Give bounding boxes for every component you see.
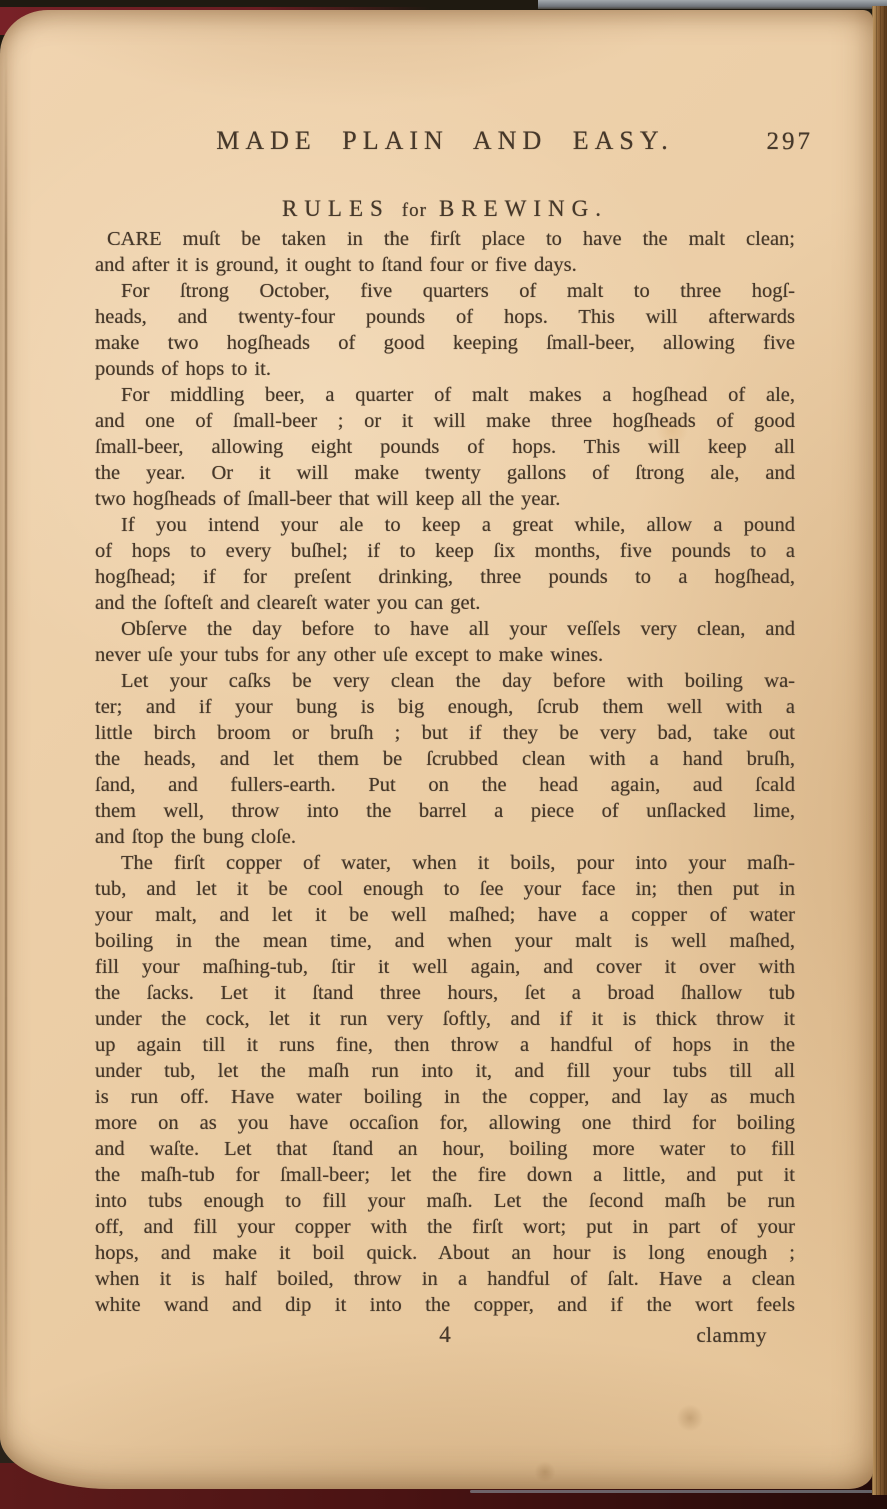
- text-line: boiling in the mean time, and when your malt is well maſhed,: [95, 930, 795, 952]
- text-line: ſand, and fullers-earth. Put on the head again, aud ſcald: [95, 774, 795, 796]
- body-text: [95, 226, 795, 1318]
- text-line: is run off. Have water boiling in the copper, and lay as much: [95, 1086, 795, 1108]
- text-line: never uſe your tubs for any other uſe except to make wines.: [95, 644, 604, 666]
- text-line: make two hogſheads of good keeping ſmall-beer, allowing five: [95, 332, 795, 354]
- text-line: hogſhead; if for preſent drinking, three pounds to a hogſhead,: [95, 566, 795, 588]
- text-line: into tubs enough to fill your maſh. Let the ſecond maſh be run: [95, 1190, 795, 1212]
- paragraph-2: [95, 278, 795, 382]
- paragraph-6: [95, 668, 795, 850]
- text-line: your malt, and let it be well maſhed; have a copper of water: [95, 904, 795, 926]
- text-line: CARE muſt be taken in the firſt place to have the malt clean;: [107, 228, 795, 250]
- text-line: and waſte. Let that ſtand an hour, boiling more water to fill: [95, 1138, 795, 1160]
- text-line: Obſerve the day before to have all your veſſels very clean, and: [121, 618, 795, 640]
- paragraph-5: [95, 616, 795, 668]
- text-line: when it is half boiled, throw in a handful of ſalt. Have a clean: [95, 1268, 795, 1290]
- heading-word-for: for: [401, 200, 427, 221]
- text-line: the maſh-tub for ſmall-beer; let the fire down a little, and put it: [95, 1164, 795, 1186]
- text-line: hops, and make it boil quick. About an hour is long enough ;: [95, 1242, 795, 1264]
- page-number: 297: [766, 128, 813, 155]
- heading-word-rules: RULES: [281, 196, 390, 221]
- text-line: two hogſheads of ſmall-beer that will keep all the year.: [95, 488, 561, 510]
- text-line: and one of ſmall-beer ; or it will make three hogſheads of good: [95, 410, 795, 432]
- gutter-shadow-line: [5, 46, 7, 1443]
- footer-row: [95, 1322, 795, 1352]
- text-line: Let your caſks be very clean the day before with boiling wa-: [121, 670, 795, 692]
- text-line: If you intend your ale to keep a great while, allow a pound: [121, 514, 795, 536]
- paragraph-4: [95, 512, 795, 616]
- paragraph-1: [95, 226, 795, 278]
- section-heading: [95, 196, 795, 222]
- text-line: under the cock, let it run very ſoftly, and if it is thick throw it: [95, 1008, 795, 1030]
- signature-mark: 4: [439, 1322, 451, 1347]
- book-page: [0, 10, 873, 1489]
- top-page-edges-sliver: [538, 0, 887, 9]
- text-line: and after it is ground, it ought to ſtand four or five days.: [95, 254, 577, 276]
- paragraph-3: [95, 382, 795, 512]
- text-line: pounds of hops to it.: [95, 358, 271, 380]
- running-header: MADE PLAIN AND EASY.: [216, 126, 674, 155]
- text-line: tub, and let it be cool enough to ſee your face in; then put in: [95, 878, 795, 900]
- text-line: little birch broom or bruſh ; but if they be very bad, take out: [95, 722, 795, 744]
- heading-word-brewing: BREWING.: [438, 196, 609, 221]
- page-fore-edge: [872, 6, 887, 1495]
- text-line: ſmall-beer, allowing eight pounds of hops. This will keep all: [95, 436, 795, 458]
- text-line: For middling beer, a quarter of malt makes a hogſhead of ale,: [121, 384, 795, 406]
- bottom-page-edge-line: [470, 1490, 887, 1493]
- text-line: For ſtrong October, five quarters of malt to three hogſ-: [121, 280, 795, 302]
- text-line: the ſacks. Let it ſtand three hours, ſet a broad ſhallow tub: [95, 982, 795, 1004]
- text-line: off, and fill your copper with the firſt wort; put in part of your: [95, 1216, 795, 1238]
- text-line: them well, throw into the barrel a piece of unſlacked lime,: [95, 800, 795, 822]
- text-line: and ſtop the bung cloſe.: [95, 826, 296, 848]
- text-line: the year. Or it will make twenty gallons of ſtrong ale, and: [95, 462, 795, 484]
- text-line: ter; and if your bung is big enough, ſcrub them well with a: [95, 696, 795, 718]
- text-line: the heads, and let them be ſcrubbed clean with a hand bruſh,: [95, 748, 795, 770]
- text-line: fill your maſhing-tub, ſtir it well again, and cover it over with: [95, 956, 795, 978]
- text-line: of hops to every buſhel; if to keep ſix months, five pounds to a: [95, 540, 795, 562]
- text-line: white wand and dip it into the copper, and if the wort feels: [95, 1294, 795, 1316]
- catchword: clammy: [696, 1323, 767, 1347]
- text-line: The firſt copper of water, when it boils, pour into your maſh-: [121, 852, 795, 874]
- text-line: and the ſofteſt and cleareſt water you can get.: [95, 592, 481, 614]
- paragraph-7: [95, 850, 795, 1318]
- text-line: up again till it runs fine, then throw a handful of hops in the: [95, 1034, 795, 1056]
- text-line: heads, and twenty-four pounds of hops. This will afterwards: [95, 306, 795, 328]
- text-line: under tub, let the maſh run into it, and fill your tubs till all: [95, 1060, 795, 1082]
- text-line: more on as you have occaſion for, allowing one third for boiling: [95, 1112, 795, 1134]
